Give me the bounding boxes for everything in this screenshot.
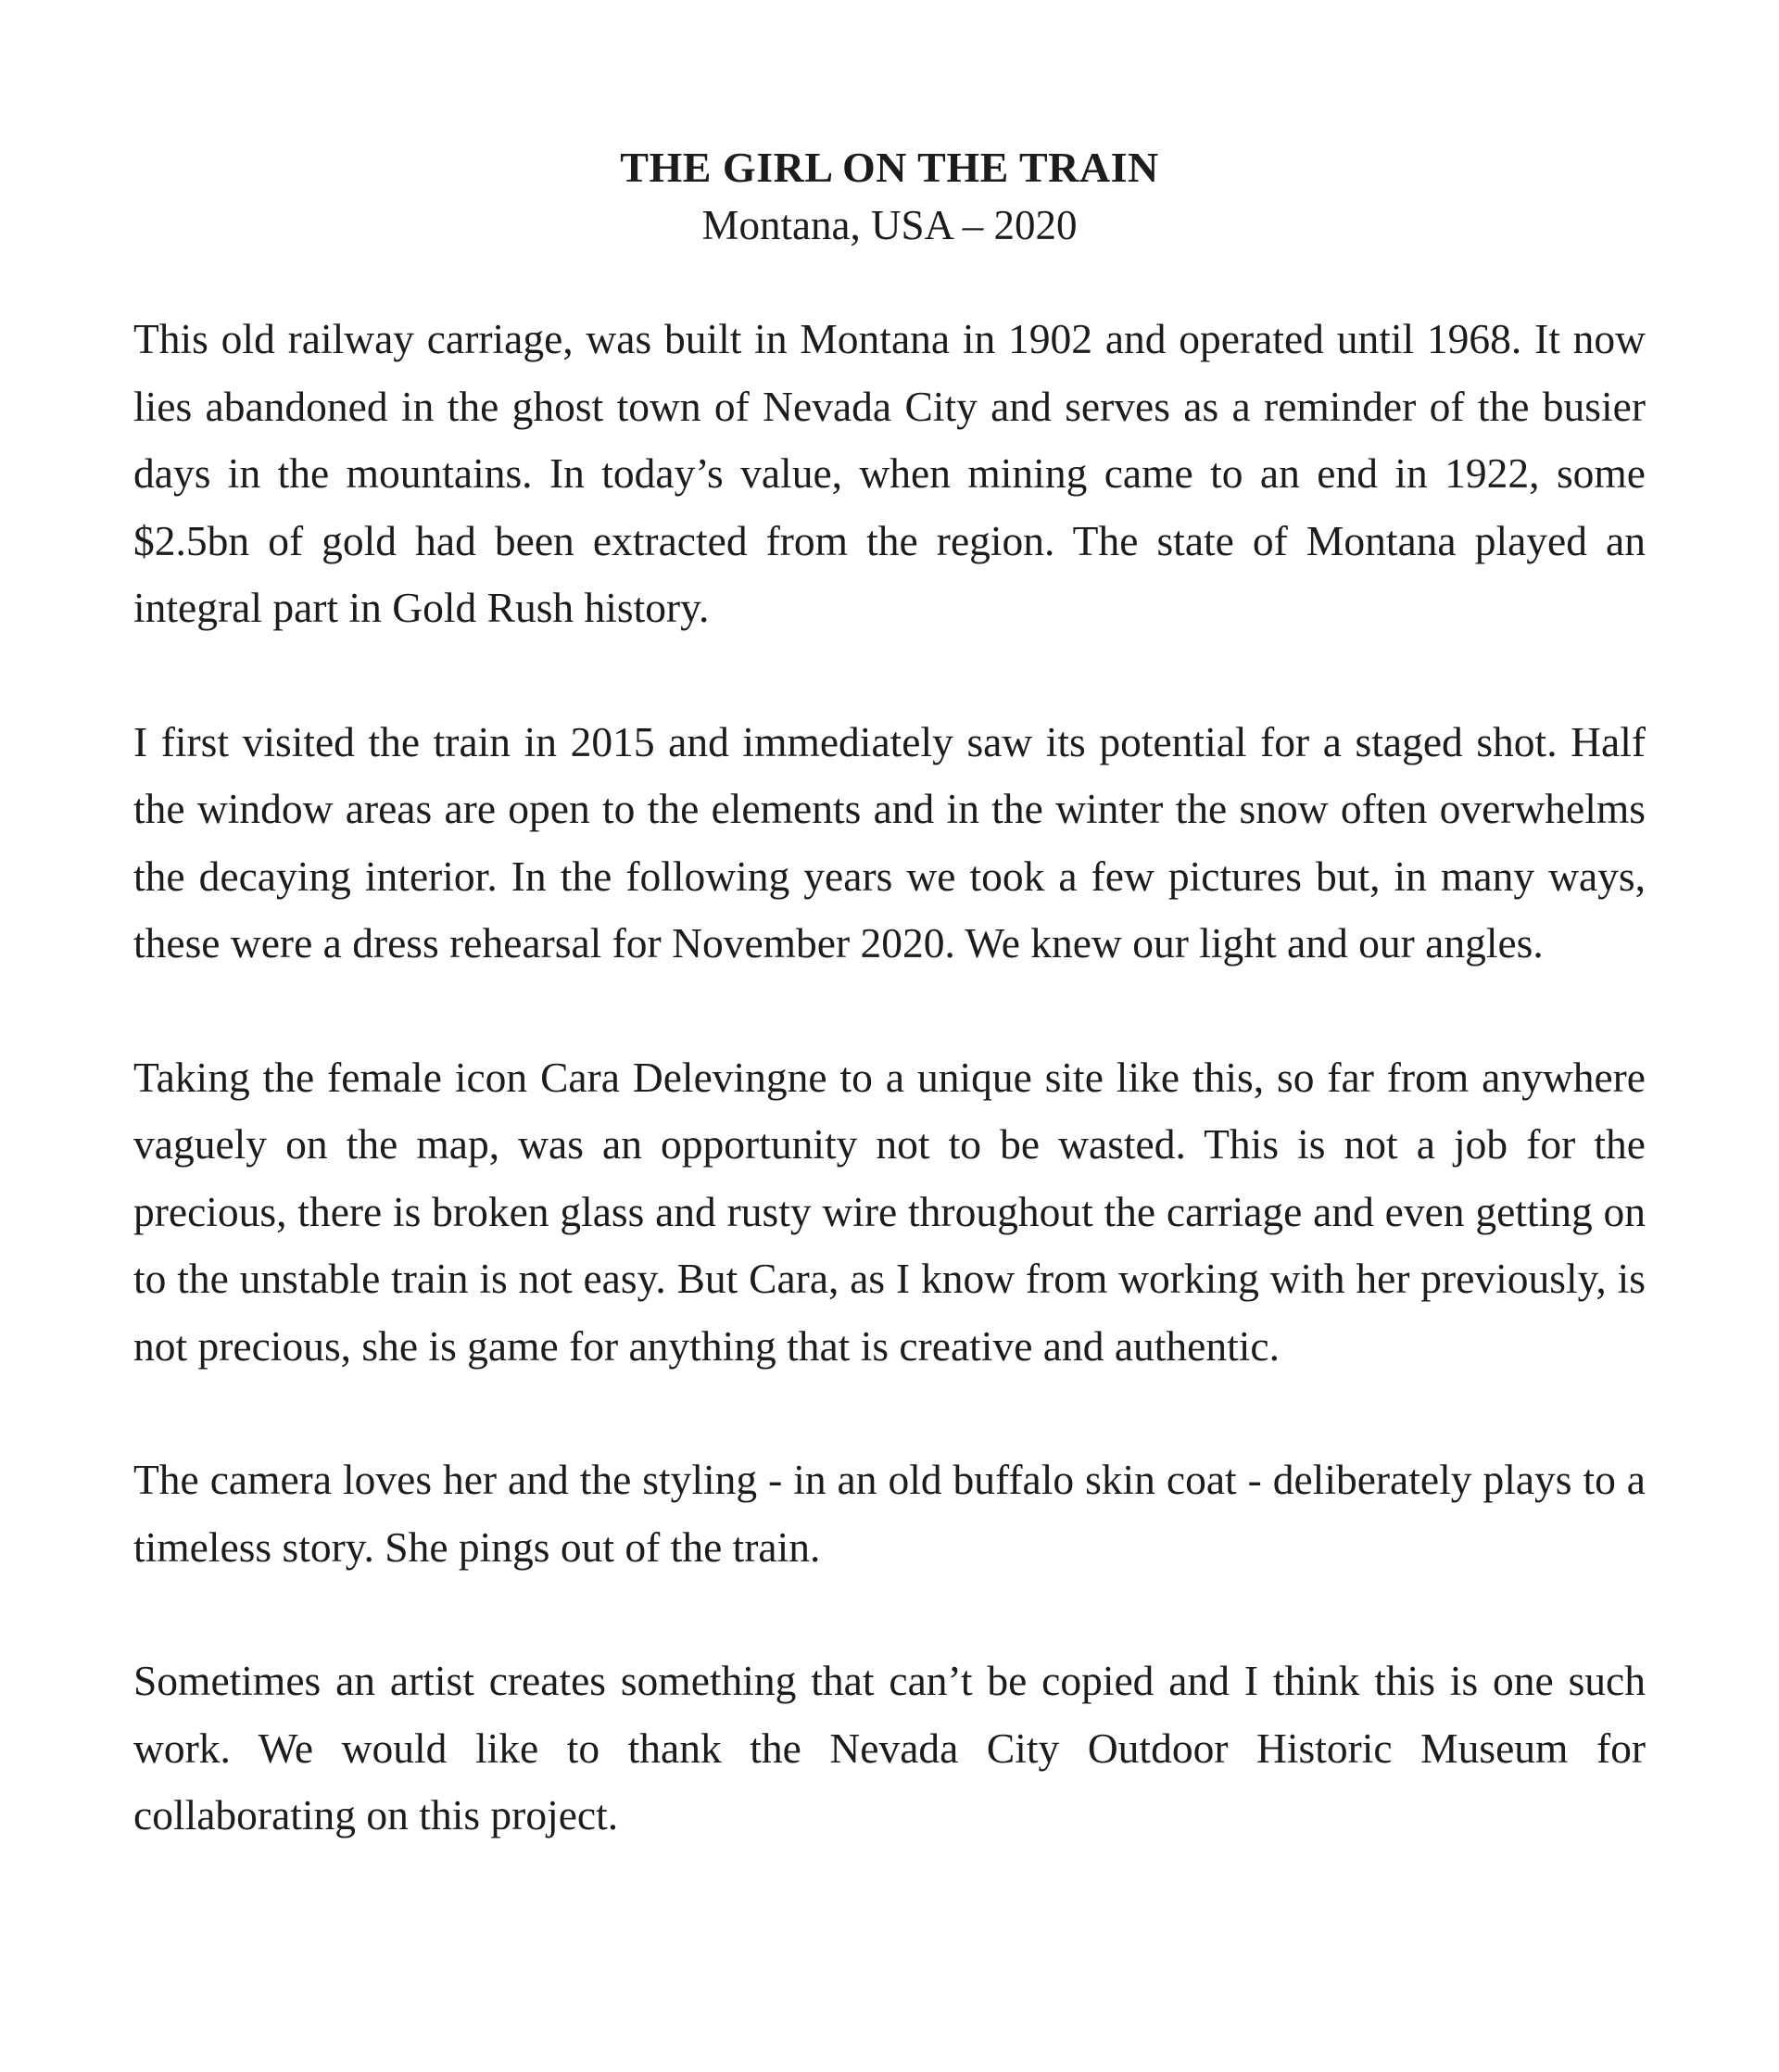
document-page xyxy=(133,139,1646,1850)
document-title: THE GIRL ON THE TRAIN xyxy=(620,144,1159,191)
paragraph-first-visit: I first visited the train in 2015 and immediately saw its potential for a staged shot. Half the window areas are open to the elements and in the winter the snow often overwhelms the decaying interior. In the following years we took a few pictures but, in many ways, these were a dress rehearsal for November 2020. We knew our light and our angles. xyxy=(133,717,1646,967)
paragraph-history: This old railway carriage, was built in Montana in 1902 and operated until 1968. It now lies abandoned in the ghost town of Nevada City and serves as a reminder of the busier days in the mountains. In today’s value, when mining came to an end in 1922, some $2.5bn of gold had been extracted from the region. The state of Montana played an integral part in Gold Rush history. xyxy=(133,315,1646,631)
document-header xyxy=(133,139,1646,254)
document-subtitle: Montana, USA – 2020 xyxy=(701,202,1078,248)
paragraph-thanks: Sometimes an artist creates something that can’t be copied and I think this is one such work. We would like to thank the Nevada City Outdoor Historic Museum for collaborating on this project. xyxy=(133,1657,1646,1838)
paragraph-styling: The camera loves her and the styling - in an old buffalo skin coat - deliberately plays to a timeless story. She pings out of the train. xyxy=(133,1456,1646,1571)
paragraph-cara: Taking the female icon Cara Delevingne to a unique site like this, so far from anywhere vaguely on the map, was an opportunity not to be wasted. This is not a job for the precious, there is broken glass and rusty wire throughout the carriage and even getting on to the unstable train is not easy. But Cara, as I know from working with her previously, is not precious, she is game for anything that is creative and authentic. xyxy=(133,1053,1646,1370)
